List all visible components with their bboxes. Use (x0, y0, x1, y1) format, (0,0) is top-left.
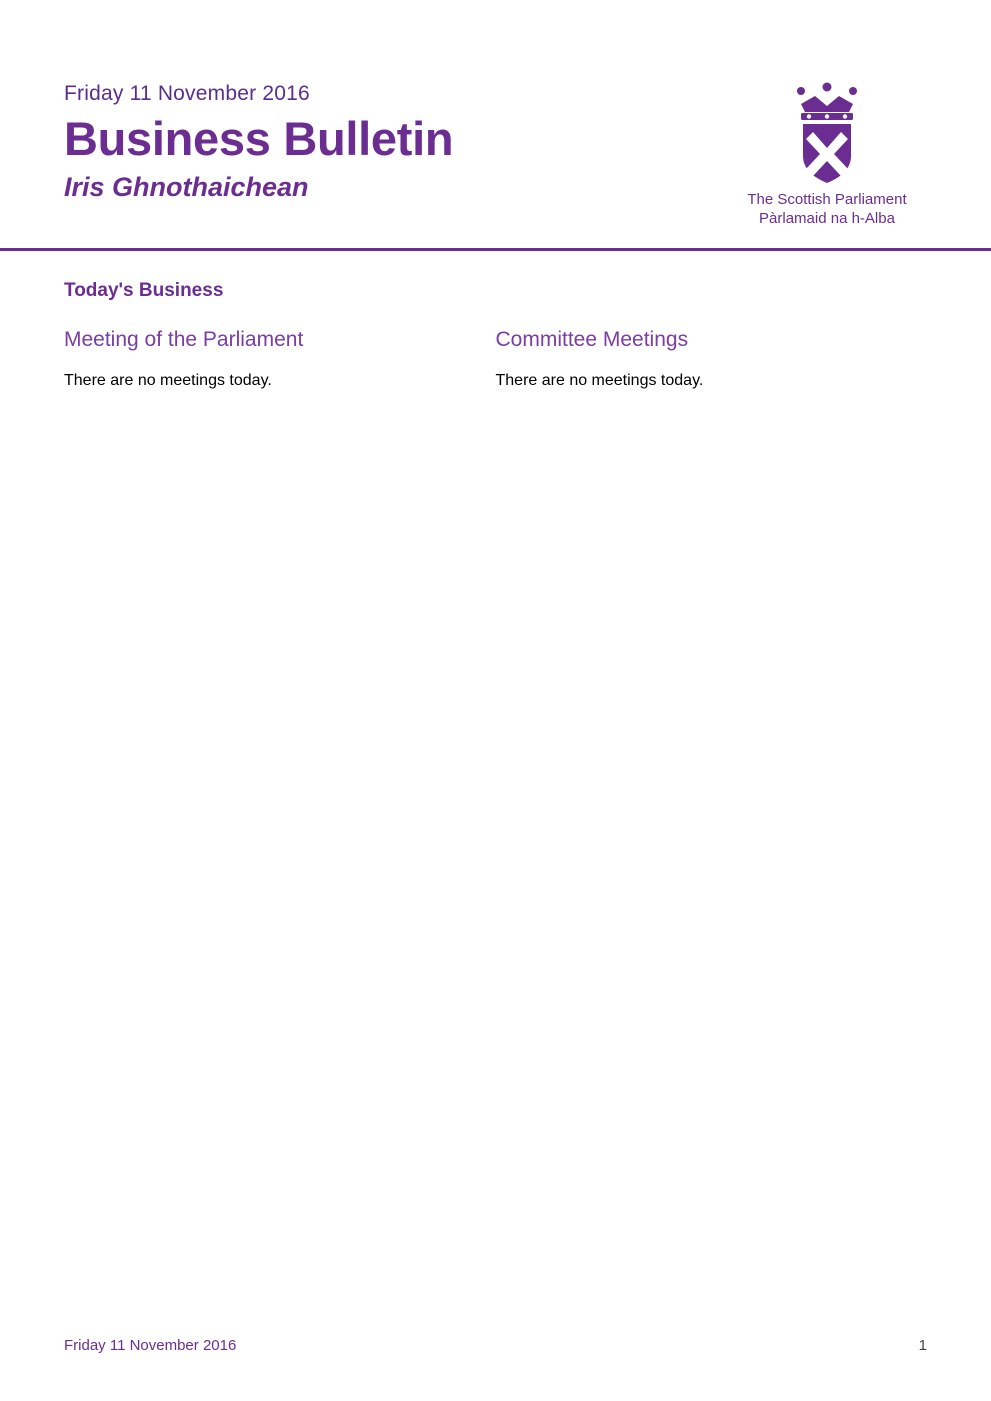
section-title-todays-business: Today's Business (64, 280, 224, 301)
document-footer (64, 1336, 927, 1356)
column-heading: Meeting of the Parliament (64, 328, 304, 351)
column-body-text: There are no meetings today. (495, 372, 704, 389)
page-title: Business Bulletin (64, 112, 454, 165)
main-content (64, 278, 927, 392)
document-header (0, 0, 991, 250)
document-date: Friday 11 November 2016 (64, 82, 310, 105)
column-committee-meetings (496, 326, 928, 392)
business-columns (64, 326, 927, 392)
column-meeting-of-the-parliament (64, 326, 496, 392)
footer-date: Friday 11 November 2016 (64, 1337, 237, 1354)
page-subtitle: Iris Ghnothaichean (64, 172, 309, 202)
footer-page-number: 1 (918, 1337, 927, 1354)
scottish-parliament-logo (727, 82, 927, 232)
column-body-text: There are no meetings today. (64, 372, 272, 389)
logo-wordmark (727, 190, 927, 228)
logo-wordmark-line-1: The Scottish Parliament (747, 191, 907, 208)
header-divider (0, 248, 991, 251)
column-heading: Committee Meetings (495, 328, 689, 351)
header-text-block (64, 80, 764, 204)
logo-wordmark-line-2: Pàrlamaid na h-Alba (759, 210, 895, 227)
